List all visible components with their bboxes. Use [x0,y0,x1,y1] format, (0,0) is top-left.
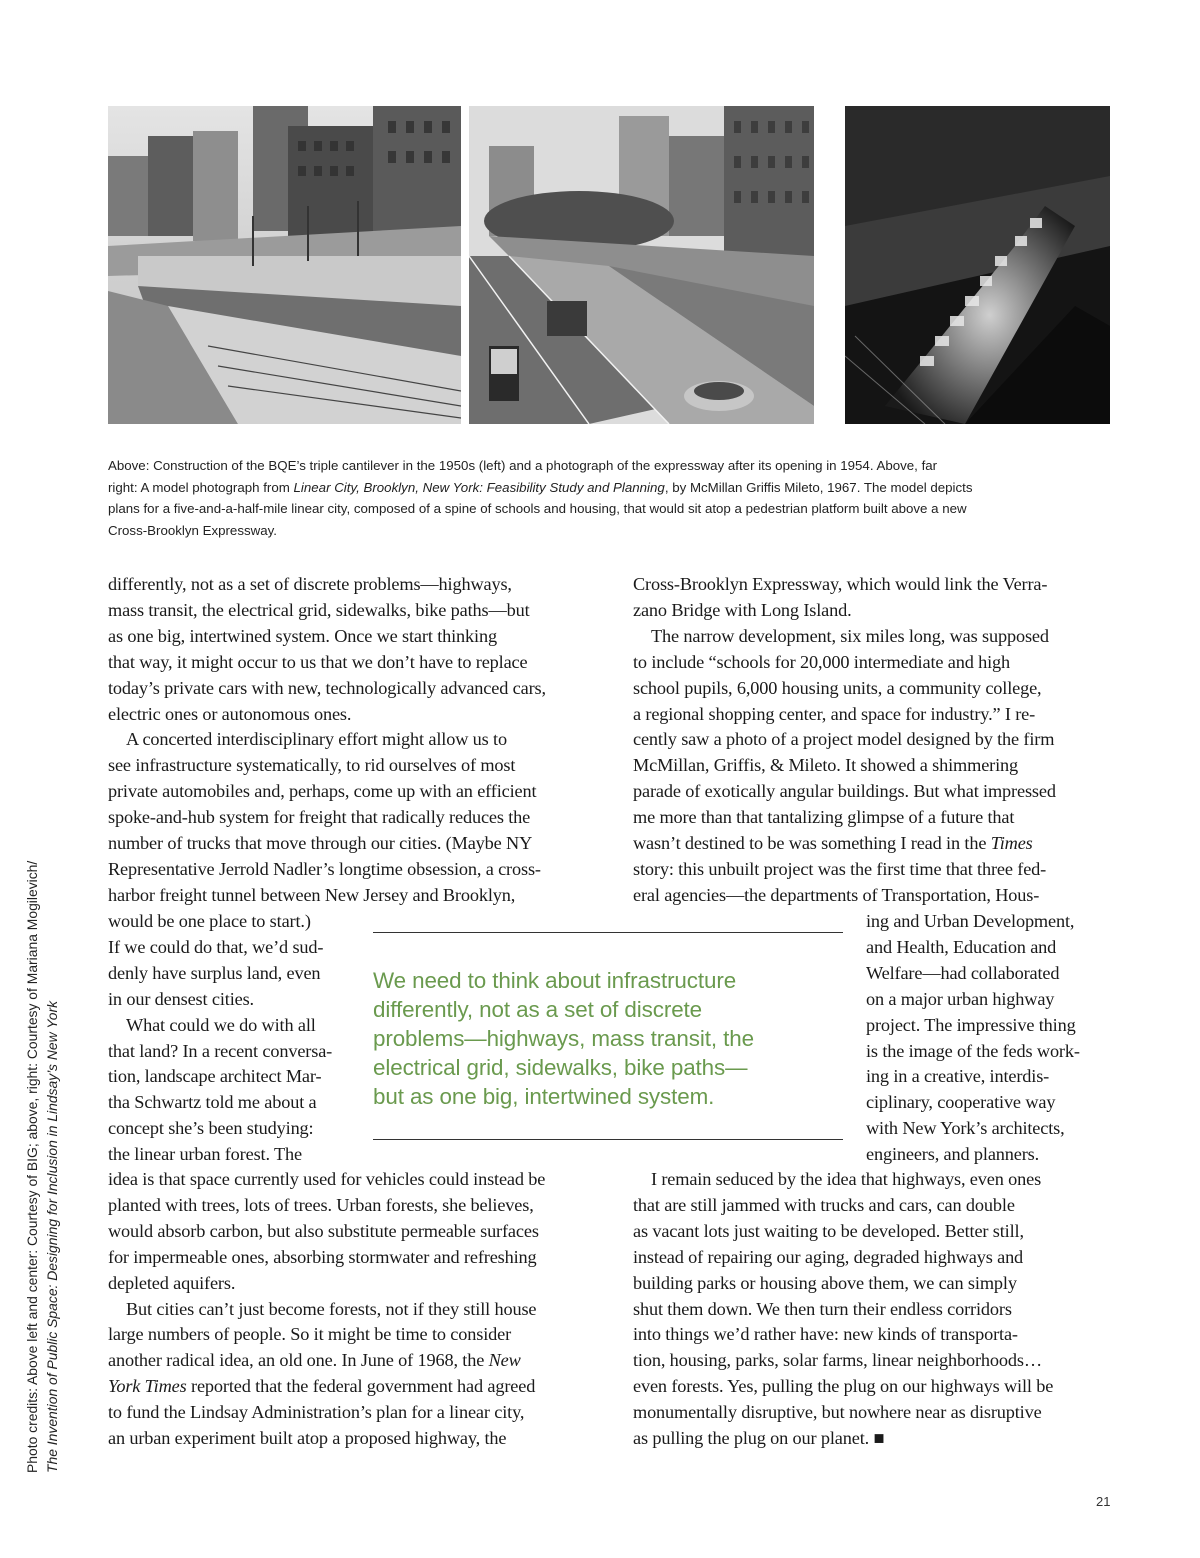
left-column-narrow [108,909,358,1168]
caption-line: Cross-Brooklyn Expressway. [108,522,277,538]
right-column-top [633,572,1113,909]
pull-quote-line: problems—highways, mass transit, the [373,1026,754,1051]
text-line: tha Schwartz told me about a [108,1092,317,1113]
text-line: harbor freight tunnel between New Jersey and Brooklyn, [108,884,516,905]
text-line: for impermeable ones, absorbing stormwater and refreshing [108,1246,537,1267]
text-line: Cross-Brooklyn Expressway, which would link the Verra- [633,574,1048,594]
text-line: tion, landscape architect Mar- [108,1066,322,1087]
credits-line: Photo credits: Above left and center: Courtesy of BIG; above, right: Courtesy of Mariana Mogilevich/ [24,860,40,1473]
text-run: reported that the federal government had agreed [186,1376,536,1397]
text-line: shut them down. We then turn their endless corridors [633,1298,1012,1319]
caption-book-title: Linear City, Brooklyn, New York: Feasibility Study and Planning [293,479,665,495]
text-line: that are still jammed with trucks and cars, can double [633,1194,1015,1215]
text-line: But cities can’t just become forests, not if they still house [126,1298,537,1319]
paragraph [108,1167,588,1297]
caption-text: right: A model photograph from [108,479,294,495]
text-line: into things we’d rather have: new kinds of transporta- [633,1324,1018,1345]
text-line: story: this unbuilt project was the first time that three fed- [633,858,1047,879]
text-line: building parks or housing above them, we can simply [633,1272,1017,1293]
text-line: would absorb carbon, but also substitute permeable surfaces [108,1220,539,1241]
text-line: with New York’s architects, [866,1118,1065,1139]
text-line: in our densest cities. [108,988,254,1009]
text-line: and Health, Education and [866,936,1057,957]
credits-line: The Invention of Public Space: Designing for Inclusion in Lindsay’s New York [44,1000,60,1473]
paragraph [108,1013,358,1168]
paragraph [633,572,1113,624]
text-line: electric ones or autonomous ones. [108,703,352,724]
photo-bqe-expressway-1954 [469,106,814,424]
text-line: planted with trees, lots of trees. Urban forests, she believes, [108,1194,534,1215]
text-line: see infrastructure systematically, to rid ourselves of most [108,755,516,776]
photo-caption [108,455,1108,541]
text-line: number of trucks that move through our cities. (Maybe NY [108,833,533,854]
text-line: denly have surplus land, even [108,962,321,983]
text-line: tion, housing, parks, solar farms, linear neighborhoods… [633,1350,1042,1371]
text-run: wasn’t destined to be was something I read in the [633,833,991,854]
text-line: that land? In a recent conversa- [108,1040,333,1061]
text-line: monumentally disruptive, but nowhere near as disruptive [633,1402,1042,1423]
text-line: parade of exotically angular buildings. But what impressed [633,781,1056,802]
text-line: even forests. Yes, pulling the plug on our highways will be [633,1376,1054,1397]
text-line: would be one place to start.) [108,911,311,931]
text-run: another radical idea, an old one. In June of 1968, the [108,1350,489,1371]
paragraph [108,1297,588,1452]
text-line: large numbers of people. So it might be time to consider [108,1324,512,1345]
text-line: concept she’s been studying: [108,1118,314,1139]
paragraph [633,1167,1113,1452]
caption-line: Above: Construction of the BQE’s triple cantilever in the 1950s (left) and a photograph of the expressway after its opening in 1954. Above, far [108,458,938,473]
pull-quote-line: electrical grid, sidewalks, bike paths— [373,1055,748,1080]
text-line: Welfare—had collaborated [866,962,1060,983]
text-line: as pulling the plug on our planet. ■ [633,1428,885,1449]
pull-quote-line: differently, not as a set of discrete [373,997,703,1022]
newspaper-title: Times [990,833,1033,854]
text-line: today’s private cars with new, technologically advanced cars, [108,677,546,698]
text-line [108,1374,588,1400]
right-column-bottom [633,1167,1113,1452]
left-column-bottom [108,1167,588,1452]
left-column-top [108,572,588,909]
text-line: Representative Jerrold Nadler’s longtime obsession, a cross- [108,858,541,879]
text-line: engineers, and planners. [866,1144,1040,1165]
text-line: A concerted interdisciplinary effort might allow us to [126,729,507,750]
text-line: ing and Urban Development, [866,911,1075,931]
page-number: 21 [1096,1494,1111,1509]
text-line: project. The impressive thing [866,1014,1076,1035]
text-line: If we could do that, we’d sud- [108,936,324,957]
text-line: I remain seduced by the idea that highways, even ones [651,1169,1042,1189]
caption-line [108,477,1108,499]
text-line: idea is that space currently used for vehicles could instead be [108,1169,546,1189]
text-line: spoke-and-hub system for freight that radically reduces the [108,807,531,828]
paragraph [108,572,588,727]
paragraph [108,909,358,1013]
text-line: on a major urban highway [866,988,1055,1009]
text-line: is the image of the feds work- [866,1040,1080,1061]
text-line: as one big, intertwined system. Once we start thinking [108,625,497,646]
text-line: a regional shopping center, and space for industry.” I re- [633,703,1036,724]
text-line: an urban experiment built atop a proposed highway, the [108,1428,507,1449]
newspaper-title: York Times [108,1376,187,1397]
right-column-narrow [866,909,1116,1168]
text-line: differently, not as a set of discrete problems—highways, [108,574,512,594]
text-line: school pupils, 6,000 housing units, a community college, [633,677,1042,698]
caption-line: plans for a five-and-a-half-mile linear city, composed of a spine of schools and housing, that would sit atop a pedestrian platform built above a new [108,501,967,516]
text-line: The narrow development, six miles long, was supposed [651,625,1049,646]
text-line: ing in a creative, interdis- [866,1066,1050,1087]
text-line [108,1348,588,1374]
text-line: zano Bridge with Long Island. [633,599,852,620]
pull-quote-line: but as one big, intertwined system. [373,1084,715,1109]
paragraph [108,727,588,908]
text-line: ciplinary, cooperative way [866,1092,1056,1113]
photo-bqe-construction [108,106,461,424]
text-line [633,831,1113,857]
text-line: as vacant lots just waiting to be developed. Better still, [633,1220,1024,1241]
newspaper-title: New [488,1350,521,1371]
pull-quote [373,932,843,1140]
photo-credits [22,713,62,1473]
paragraph [866,909,1116,1168]
text-line: mass transit, the electrical grid, sidewalks, bike paths—but [108,599,530,620]
text-line: cently saw a photo of a project model designed by the firm [633,729,1055,750]
text-line: that way, it might occur to us that we don’t have to replace [108,651,528,672]
pull-quote-text [373,966,843,1111]
text-line: me more than that tantalizing glimpse of a future that [633,807,1015,828]
text-line: instead of repairing our aging, degraded highways and [633,1246,1024,1267]
text-line: What could we do with all [126,1014,316,1035]
paragraph [633,624,1113,909]
pull-quote-line: We need to think about infrastructure [373,968,737,993]
text-line: eral agencies—the departments of Transportation, Hous- [633,884,1040,905]
text-line: to fund the Lindsay Administration’s plan for a linear city, [108,1402,525,1423]
text-line: private automobiles and, perhaps, come up with an efficient [108,781,537,802]
text-line: depleted aquifers. [108,1272,236,1293]
photo-linear-city-model [845,106,1110,424]
text-line: McMillan, Griffis, & Mileto. It showed a shimmering [633,755,1019,776]
text-line: to include “schools for 20,000 intermediate and high [633,651,1011,672]
text-line: the linear urban forest. The [108,1144,302,1165]
caption-text: , by McMillan Griffis Mileto, 1967. The model depicts [664,479,973,495]
